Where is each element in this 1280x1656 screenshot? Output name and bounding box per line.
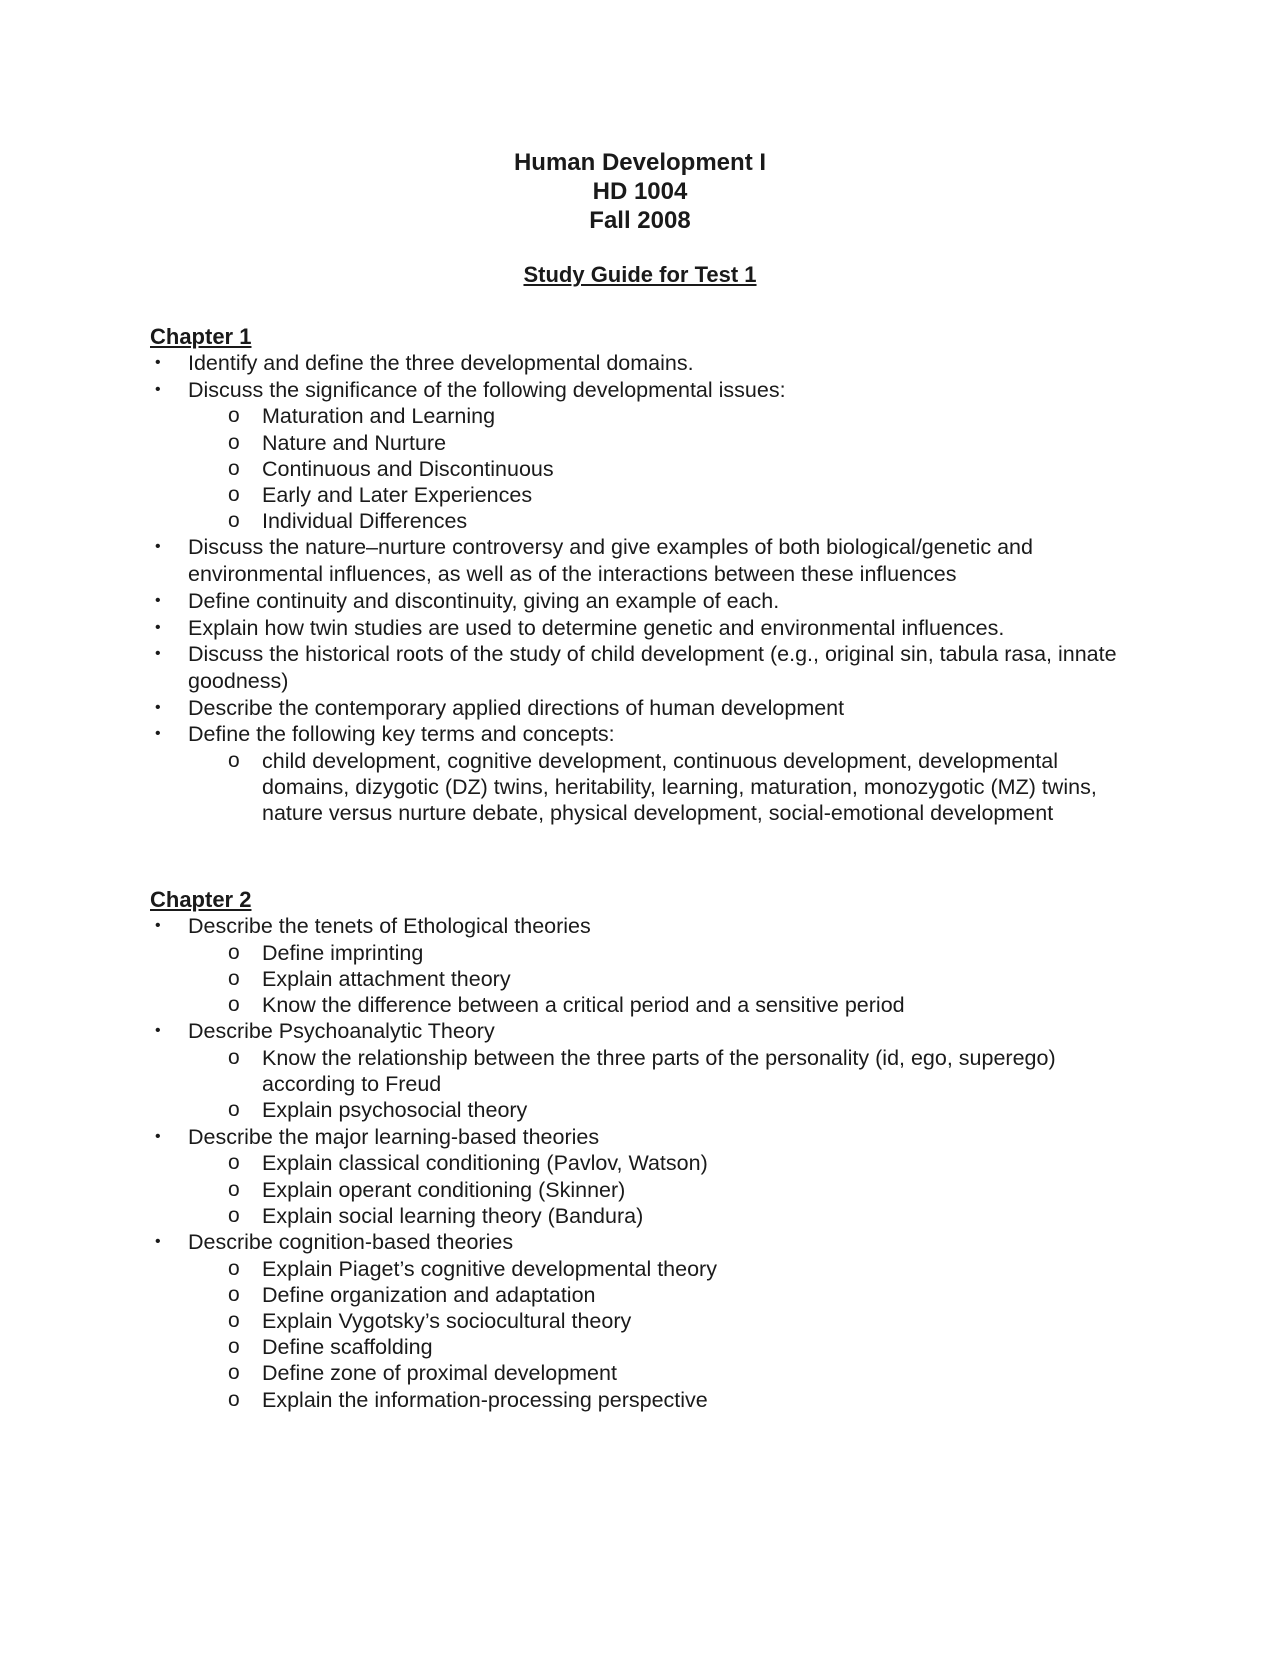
sub-list-item-text: Explain attachment theory (262, 966, 511, 991)
sub-list-item-text: Know the difference between a critical period and a sensitive period (262, 993, 905, 1018)
sub-list-item-text: Continuous and Discontinuous (262, 456, 554, 481)
course-code: HD 1004 (592, 178, 688, 205)
sub-bullet-icon: o (228, 1387, 240, 1411)
list-item (150, 1018, 1130, 1123)
bullet-icon: • (155, 917, 161, 934)
list-item (150, 721, 1130, 826)
sub-list-item-text: Explain classical conditioning (Pavlov, Watson) (262, 1151, 708, 1176)
sub-list-item (150, 940, 1130, 966)
sub-bullet-icon: o (228, 456, 240, 480)
sub-list-item-text: Define zone of proximal development (262, 1361, 617, 1386)
list-item (150, 641, 1130, 694)
bullet-icon: • (155, 1127, 161, 1145)
sub-list-item-text: Nature and Nurture (262, 430, 447, 455)
sub-list (150, 1045, 1130, 1124)
sub-list-item-text: Define organization and adaptation (262, 1282, 596, 1307)
sub-bullet-icon: o (228, 1151, 240, 1175)
sub-list-item-text: Explain psychosocial theory (262, 1098, 528, 1123)
sub-list-item (150, 430, 1130, 456)
list-item-text: Define continuity and discontinuity, giving an example of each. (188, 588, 780, 613)
document-subtitle (0, 261, 1280, 289)
bullet-icon: • (155, 645, 161, 663)
list-item-text: Describe cognition-based theories (188, 1229, 514, 1254)
sub-bullet-icon: o (228, 1282, 240, 1306)
sub-bullet-icon: o (228, 509, 240, 533)
list-item (150, 1124, 1130, 1229)
bullet-icon: • (155, 698, 161, 716)
bullet-icon: • (155, 1232, 161, 1250)
list-item (150, 615, 1130, 642)
list-item (150, 350, 1130, 377)
chapter-2-section (150, 887, 1130, 1413)
sub-list-item (150, 966, 1130, 992)
sub-list-item-text: Explain Piaget’s cognitive developmental theory (262, 1256, 717, 1281)
sub-bullet-icon: o (228, 966, 240, 990)
sub-list-item (150, 1203, 1130, 1229)
sub-bullet-icon: o (228, 1361, 240, 1385)
sub-list-item (150, 1177, 1130, 1203)
sub-bullet-icon: o (228, 1203, 240, 1227)
list-item-text: Describe Psychoanalytic Theory (188, 1019, 495, 1044)
sub-bullet-icon: o (228, 1046, 240, 1070)
list-item-text: Describe the major learning-based theories (188, 1124, 600, 1149)
sub-bullet-icon: o (228, 1177, 240, 1201)
sub-list-item (150, 1360, 1130, 1386)
sub-bullet-icon: o (228, 1098, 240, 1122)
sub-bullet-icon: o (228, 404, 240, 428)
sub-list-item (150, 403, 1130, 429)
list-item-text: Describe the contemporary applied directions of human development (188, 695, 845, 720)
sub-list-item-text: Maturation and Learning (262, 404, 496, 429)
bullet-icon: • (155, 354, 161, 371)
sub-list-item (150, 1256, 1130, 1282)
sub-list-item-text: Explain Vygotsky’s sociocultural theory (262, 1309, 632, 1334)
bullet-icon: • (155, 618, 161, 636)
bullet-icon: • (155, 725, 161, 743)
sub-bullet-icon: o (228, 1335, 240, 1359)
list-item-text: Define the following key terms and concepts: (188, 722, 615, 747)
sub-list-item (150, 508, 1130, 534)
sub-bullet-icon: o (228, 1309, 240, 1333)
term: Fall 2008 (589, 207, 691, 234)
chapter-1-list (150, 350, 1130, 827)
sub-list (150, 940, 1130, 1019)
list-item-text: Explain how twin studies are used to determine genetic and environmental influences. (188, 615, 1005, 640)
sub-list-item (150, 456, 1130, 482)
sub-bullet-icon: o (228, 430, 240, 454)
sub-list-item-text: Explain the information-processing perspective (262, 1387, 708, 1412)
sub-list-item-text: Define imprinting (262, 940, 424, 965)
sub-list-item-text: Know the relationship between the three parts of the personality (id, ego, superego) according to Freud (262, 1046, 1056, 1097)
chapter-2-title: Chapter 2 (150, 887, 252, 912)
study-guide-title: Study Guide for Test 1 (523, 262, 757, 287)
bullet-icon: • (155, 538, 161, 556)
sub-list-item (150, 992, 1130, 1018)
sub-list-item (150, 1045, 1130, 1097)
sub-list-item (150, 1282, 1130, 1308)
sub-list-item-text: Early and Later Experiences (262, 483, 533, 508)
sub-list-item-text: Explain operant conditioning (Skinner) (262, 1177, 626, 1202)
sub-list-item (150, 748, 1130, 827)
sub-list (150, 403, 1130, 534)
sub-list-item-text: Individual Differences (262, 509, 468, 534)
list-item-text: Identify and define the three developmental domains. (188, 351, 694, 375)
list-item-text: Describe the tenets of Ethological theories (188, 914, 591, 938)
sub-bullet-icon: o (228, 940, 240, 964)
chapter-1-title: Chapter 1 (150, 324, 252, 349)
bullet-icon: • (155, 380, 161, 398)
sub-list-item (150, 1097, 1130, 1123)
bullet-icon: • (155, 1022, 161, 1040)
chapter-1-section (150, 324, 1130, 827)
sub-list (150, 1150, 1130, 1229)
sub-bullet-icon: o (228, 483, 240, 507)
sub-list-item-text: child development, cognitive development, continuous development, developmental domains, dizygotic (DZ) twins, heritability, learning, maturation, monozygotic (MZ) twins, nature versus nurture debate, physical development, social-emotional development (262, 749, 1097, 826)
sub-list-item (150, 1308, 1130, 1334)
course-title: Human Development I (513, 149, 767, 176)
sub-list-item (150, 1334, 1130, 1360)
list-item (150, 588, 1130, 615)
sub-list (150, 748, 1130, 827)
sub-list-item-text: Explain social learning theory (Bandura) (262, 1203, 644, 1228)
bullet-icon: • (155, 591, 161, 609)
list-item (150, 534, 1130, 587)
sub-list-item (150, 1387, 1130, 1413)
list-item-text: Discuss the historical roots of the study of child development (e.g., original sin, tabula rasa, innate goodness) (188, 642, 1117, 693)
list-item-text: Discuss the significance of the following developmental issues: (188, 377, 786, 402)
list-item (150, 377, 1130, 535)
sub-list-item-text: Define scaffolding (262, 1335, 433, 1360)
list-item-text: Discuss the nature–nurture controversy and give examples of both biological/genetic and environmental influences, as well as of the interactions between these influences (188, 535, 1033, 587)
list-item (150, 695, 1130, 722)
sub-list-item (150, 1150, 1130, 1176)
list-item (150, 913, 1130, 1018)
sub-list (150, 1256, 1130, 1413)
sub-bullet-icon: o (228, 1256, 240, 1280)
chapter-2-list (150, 913, 1130, 1413)
list-item (150, 1229, 1130, 1413)
sub-bullet-icon: o (228, 993, 240, 1017)
sub-list-item (150, 482, 1130, 508)
document-header (0, 148, 1280, 235)
sub-bullet-icon: o (228, 749, 240, 773)
